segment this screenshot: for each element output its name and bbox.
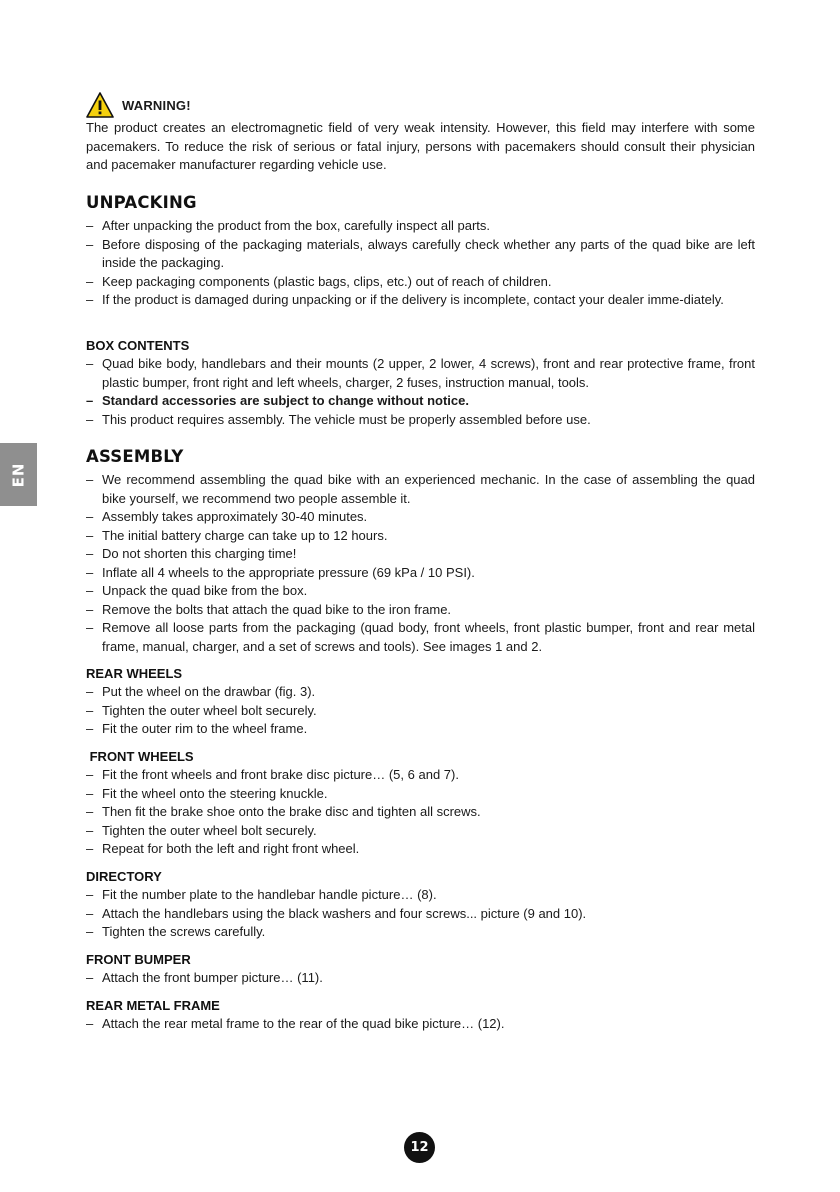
rear-wheels-heading: REAR WHEELS	[86, 666, 183, 681]
list-item: – Unpack the quad bike from the box.	[86, 582, 755, 601]
list-item: – Fit the outer rim to the wheel frame.	[86, 720, 755, 739]
list-item: – Quad bike body, handlebars and their mounts (2 upper, 2 lower, 4 screws), front and rear protective frame, front plastic bumper, front right and left wheels, charger, 2 fuses, instruction manual, tools.	[86, 355, 755, 392]
rear-wheels-section	[86, 666, 755, 739]
list-item: – Attach the rear metal frame to the rear of the quad bike picture… (12).	[86, 1015, 755, 1034]
assembly-section	[86, 447, 755, 656]
list-item: – Keep packaging components (plastic bags, clips, etc.) out of reach of children.	[86, 273, 755, 292]
language-tab-label: EN	[9, 462, 28, 487]
assembly-heading: ASSEMBLY	[86, 447, 184, 466]
list-item: – Attach the handlebars using the black washers and four screws... picture (9 and 10).	[86, 905, 755, 924]
list-item: – Then fit the brake shoe onto the brake disc and tighten all screws.	[86, 803, 755, 822]
list-item: – Attach the front bumper picture… (11).	[86, 969, 755, 988]
front-bumper-heading: FRONT BUMPER	[86, 952, 191, 967]
list-item: – Remove the bolts that attach the quad bike to the iron frame.	[86, 601, 755, 620]
list-item: – Fit the wheel onto the steering knuckle.	[86, 785, 755, 804]
list-item: – Inflate all 4 wheels to the appropriate pressure (69 kPa / 10 PSI).	[86, 564, 755, 583]
unpacking-heading: UNPACKING	[86, 193, 197, 212]
warning-header	[86, 92, 191, 118]
list-item: – Fit the number plate to the handlebar handle picture… (8).	[86, 886, 755, 905]
list-item: – We recommend assembling the quad bike with an experienced mechanic. In the case of assembling the quad bike yourself, we recommend two people assemble it.	[86, 471, 755, 508]
warning-icon	[86, 92, 114, 118]
rear-metal-frame-heading: REAR METAL FRAME	[86, 998, 220, 1013]
list-item: – After unpacking the product from the box, carefully inspect all parts.	[86, 217, 755, 236]
front-wheels-heading: FRONT WHEELS	[86, 749, 194, 764]
directory-section	[86, 869, 755, 942]
front-wheels-section	[86, 749, 755, 859]
directory-heading: DIRECTORY	[86, 869, 162, 884]
list-item: – Put the wheel on the drawbar (fig. 3).	[86, 683, 755, 702]
front-bumper-section	[86, 952, 755, 988]
list-item: – Standard accessories are subject to change without notice.	[86, 392, 755, 411]
rear-metal-frame-section	[86, 998, 755, 1034]
language-tab	[0, 443, 37, 506]
warning-title: WARNING!	[122, 97, 191, 113]
list-item: – Fit the front wheels and front brake disc picture… (5, 6 and 7).	[86, 766, 755, 785]
list-item: – Assembly takes approximately 30-40 minutes.	[86, 508, 755, 527]
list-item: – Remove all loose parts from the packaging (quad body, front wheels, front plastic bumper, front and rear metal frame, manual, charger, and a set of screws and tools). See images 1 and 2.	[86, 619, 755, 656]
list-item: – Tighten the outer wheel bolt securely.	[86, 822, 755, 841]
list-item: – Tighten the screws carefully.	[86, 923, 755, 942]
list-item: – If the product is damaged during unpacking or if the delivery is incomplete, contact your dealer imme-diately.	[86, 291, 755, 310]
page-number: 12	[404, 1132, 435, 1163]
list-item: – The initial battery charge can take up to 12 hours.	[86, 527, 755, 546]
list-item: – This product requires assembly. The vehicle must be properly assembled before use.	[86, 411, 755, 430]
list-item: – Repeat for both the left and right front wheel.	[86, 840, 755, 859]
box-contents-section	[86, 338, 755, 429]
warning-text: The product creates an electromagnetic field of very weak intensity. However, this field may interfere with some pacemakers. To reduce the risk of serious or fatal injury, persons with pacemakers should consult their physician and pacemaker manufacturer regarding vehicle use.	[86, 120, 755, 172]
unpacking-section	[86, 193, 755, 310]
list-item: – Before disposing of the packaging materials, always carefully check whether any parts of the quad bike are left inside the packaging.	[86, 236, 755, 273]
box-contents-heading: BOX CONTENTS	[86, 338, 190, 353]
list-item: – Tighten the outer wheel bolt securely.	[86, 702, 755, 721]
list-item: – Do not shorten this charging time!	[86, 545, 755, 564]
